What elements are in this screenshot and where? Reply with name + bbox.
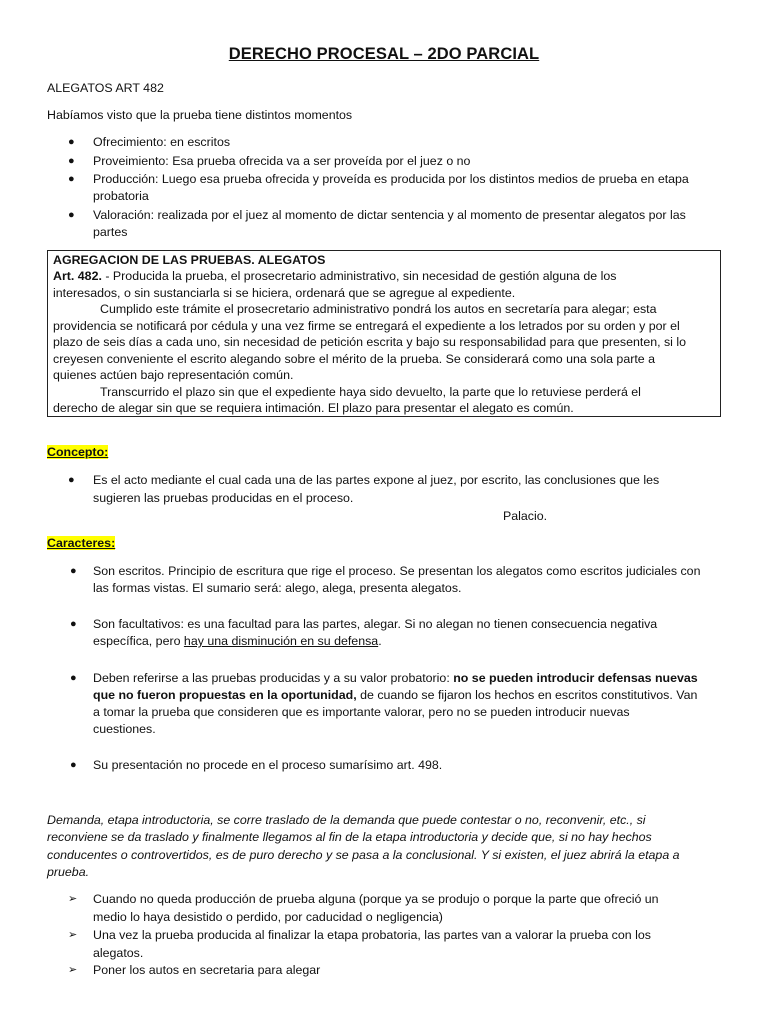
list-item: Proveimiento: Esa prueba ofrecida va a ser proveída por el juez o no	[93, 154, 471, 168]
article-box-heading: AGREGACION DE LAS PRUEBAS. ALEGATOS	[53, 253, 326, 267]
article-line: plazo de seis días a cada uno, sin necesidad de petición escrita y bajo su responsabilidad para que presenten, si lo	[53, 335, 687, 349]
list-item-continuation: probatoria	[93, 189, 149, 203]
bullet-icon: ●	[70, 565, 77, 577]
bullet-icon: ●	[70, 672, 77, 684]
caracter-item-continuation: las formas vistas. El sumario será: alego, alega, presenta alegatos.	[93, 581, 462, 595]
caracter-item-continuation: cuestiones.	[93, 722, 156, 736]
caracter-item: Son escritos. Principio de escritura que rige el proceso. Se presentan los alegatos como escritos judiciales con	[93, 564, 701, 578]
arrow-item-continuation: medio lo haya desistido o perdido, por caducidad o negligencia)	[93, 910, 443, 924]
concepto-source: Palacio.	[503, 509, 548, 523]
bullet-icon: ●	[68, 155, 75, 167]
bullet-icon: ●	[70, 759, 77, 771]
list-item: Ofrecimiento: en escritos	[93, 135, 231, 149]
document-title: DERECHO PROCESAL – 2DO PARCIAL	[228, 45, 540, 63]
article-line: creyesen conveniente el escrito alegando sobre el mérito de la prueba. Se considerará como una sola parte a	[53, 352, 655, 366]
caracter-item-continuation: a tomar la prueba que consideren que es importante valorar, pero no se pueden introducir nuevas	[93, 705, 630, 719]
concepto-heading: Concepto:	[47, 445, 109, 459]
article-line: quienes actúen bajo representación común.	[53, 368, 294, 382]
article-label: Art. 482.	[53, 269, 102, 283]
article-line: Art. 482. - Producida la prueba, el prosecretario administrativo, sin necesidad de gestión alguna de los	[53, 269, 617, 283]
caracter-item: Son facultativos: es una facultad para las partes, alegar. Si no alegan no tienen consecuencia negativa	[93, 617, 658, 631]
caracter-item: Su presentación no procede en el proceso sumarísimo art. 498.	[93, 758, 443, 772]
arrow-bullet-icon: ➢	[68, 964, 78, 976]
arrow-item: Cuando no queda producción de prueba alguna (porque ya se produjo o porque la parte que ofreció un	[93, 892, 659, 906]
bullet-icon: ●	[70, 618, 77, 630]
caracter-item-continuation: que no fueron propuestas en la oportunidad, de cuando se fijaron los hechos en escritos constitutivos. Van	[93, 688, 698, 702]
arrow-item: Poner los autos en secretaria para alegar	[93, 963, 321, 977]
concepto-text: Es el acto mediante el cual cada una de las partes expone al juez, por escrito, las conclusiones que les	[93, 473, 660, 487]
italic-paragraph-line: Demanda, etapa introductoria, se corre traslado de la demanda que puede contestar o no, reconvenir, etc., si	[47, 813, 646, 827]
arrow-bullet-icon: ➢	[68, 929, 78, 941]
arrow-item-continuation: alegatos.	[93, 946, 144, 960]
caracter-item: Deben referirse a las pruebas producidas y a su valor probatorio: no se pueden introducir defensas nuevas	[93, 671, 698, 685]
intro-paragraph: Habíamos visto que la prueba tiene distintos momentos	[47, 108, 353, 122]
article-line: Transcurrido el plazo sin que el expediente haya sido devuelto, la parte que lo retuviese perderá el	[100, 385, 641, 399]
list-item: Producción: Luego esa prueba ofrecida y proveída es producida por los distintos medios de prueba en etapa	[93, 172, 689, 186]
article-line: providencia se notificará por cédula y una vez firme se entregará el expediente a los letrados por su orden y por el	[53, 319, 680, 333]
bullet-icon: ●	[68, 136, 75, 148]
italic-paragraph-line: reconviene se da traslado y finalmente llegamos al fin de la etapa introductoria y decide que, si no hay hechos	[47, 830, 652, 844]
list-item-continuation: partes	[93, 225, 128, 239]
concepto-text: sugieren las pruebas producidas en el proceso.	[93, 491, 354, 505]
arrow-item: Una vez la prueba producida al finalizar la etapa probatoria, las partes van a valorar la prueba con los	[93, 928, 651, 942]
article-line: derecho de alegar sin que se requiera intimación. El plazo para presentar el alegato es común.	[53, 401, 574, 415]
article-line: interesados, o sin sustanciarla si se hiciera, ordenará que se agregue al expediente.	[53, 286, 516, 300]
caracter-item-continuation: específica, pero hay una disminución en su defensa.	[93, 634, 382, 648]
bullet-icon: ●	[68, 474, 75, 486]
bullet-icon: ●	[68, 173, 75, 185]
arrow-bullet-icon: ➢	[68, 893, 78, 905]
italic-paragraph-line: prueba.	[47, 865, 90, 879]
article-line: Cumplido este trámite el prosecretario administrativo pondrá los autos en secretaría para alegar; esta	[100, 302, 657, 316]
section-subtitle: ALEGATOS ART 482	[47, 81, 164, 95]
caracteres-heading: Caracteres:	[47, 536, 116, 550]
bullet-icon: ●	[68, 209, 75, 221]
italic-paragraph-line: conducentes o controvertidos, es de puro derecho y se pasa a la conclusional. Y si existen, el juez abrirá la etapa a	[47, 848, 680, 862]
list-item: Valoración: realizada por el juez al momento de dictar sentencia y al momento de presentar alegatos por las	[93, 208, 686, 222]
